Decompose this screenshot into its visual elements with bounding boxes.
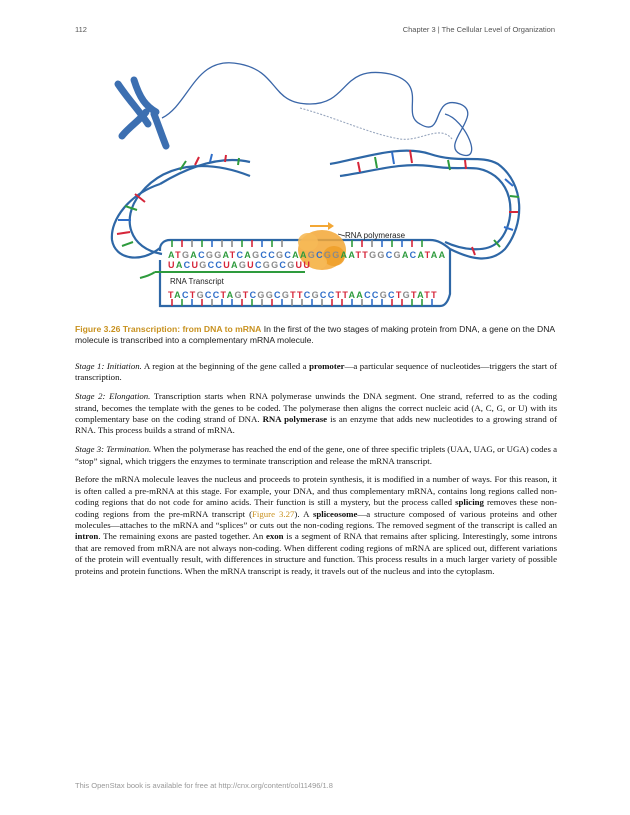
nucleotide: A xyxy=(174,290,182,300)
nucleotide: G xyxy=(402,290,411,300)
mrna-sequence xyxy=(168,260,311,270)
nucleotide: G xyxy=(252,250,261,260)
nucleotide: A xyxy=(430,250,439,260)
rna-transcript-label: RNA Transcript xyxy=(170,277,224,286)
term-rna-polymerase: RNA polymerase xyxy=(262,414,328,425)
rna-polymerase-label: RNA polymerase xyxy=(345,231,406,240)
nucleotide: T xyxy=(362,250,370,260)
text-run: Transcription starts when RNA polymerase unwinds the DNA segment. One strand, referred to as the coding strand, becomes the template with the genes to be coded. The polymerase then aligns the correct nucleic acid (A, C, G, or U) with its complementary base on the coding strand of DNA. xyxy=(75,391,557,425)
text-run: Before the mRNA molecule leaves the nucleus and proceeds to protein synthesis, it is modified in a number of ways. For this reason, it is often called a pre-mRNA at this stage. For example, your DNA, and thus complementary mRNA, contains long regions called non-coding regions that do not code for amino acids. Their function is still a mystery, but the process called xyxy=(75,474,557,508)
nucleotide: T xyxy=(189,290,197,300)
nucleotide: G xyxy=(196,290,205,300)
stage-label: Stage 1: Initiation. xyxy=(75,361,142,371)
nucleotide: T xyxy=(431,290,438,300)
nucleotide: C xyxy=(212,290,221,300)
nucleotide: T xyxy=(335,290,343,300)
nucleotide: A xyxy=(222,250,230,260)
nucleotide: C xyxy=(204,290,213,300)
coding-strand-sequence xyxy=(168,250,446,260)
nucleotide: T xyxy=(424,290,432,300)
dna-helix-right xyxy=(330,150,519,258)
dna-helix-left xyxy=(112,154,253,260)
nucleotide: C xyxy=(316,250,324,260)
chromosome xyxy=(118,80,166,146)
nucleotide: U xyxy=(223,260,231,270)
text-run: is an enzyme that adds new nucleotides to a growing strand of RNA. This process builds a strand of mRNA. xyxy=(75,414,558,436)
nucleotide: T xyxy=(355,250,363,260)
nucleotide: G xyxy=(257,290,266,300)
nucleotide: A xyxy=(231,260,239,270)
nucleotide: U xyxy=(247,260,255,270)
chapter-header: Chapter 3 | The Cellular Level of Organization xyxy=(402,25,555,34)
nucleotide: A xyxy=(348,250,356,260)
text-run: is a segment of RNA that remains after splicing. Interestingly, some introns that are removed from mRNA are not always non-coding. When different coding regions of mRNA are spliced out, different variations of the protein will eventually result, with differences in structure and function. This process results in a much larger variety of possible proteins and protein functions. When the mRNA transcript is ready, it travels out of the nucleus and into the cytoplasm. xyxy=(75,531,557,576)
nucleotide: U xyxy=(303,260,312,270)
nucleotide: A xyxy=(401,250,410,260)
template-strand-sequence xyxy=(168,290,438,300)
stage-label: Stage 3: Termination. xyxy=(75,444,152,455)
nucleotide: T xyxy=(175,250,182,260)
nucleotide: G xyxy=(181,250,191,260)
nucleotide: A xyxy=(417,290,425,300)
text-run: When the polymerase has reached the end of the gene, one of three specific triplets (UAA, UAG, or UGA) codes a “stop” signal, which triggers the enzymes to terminate transcription and release the mRNA transcript. xyxy=(75,444,557,466)
nucleotide: G xyxy=(205,250,215,260)
stage-elongation xyxy=(75,391,557,437)
nucleotide: T xyxy=(290,290,297,300)
nucleotide: U xyxy=(168,260,176,270)
nucleotide: G xyxy=(199,260,208,270)
figure-caption xyxy=(75,324,557,346)
nucleotide: T xyxy=(168,290,175,300)
nucleotide: G xyxy=(214,250,223,260)
nucleotide: C xyxy=(268,250,277,260)
stage-initiation xyxy=(75,361,557,384)
nucleotide: C xyxy=(279,260,288,270)
nucleotide: C xyxy=(319,290,328,300)
text-run: ). A xyxy=(294,508,309,519)
nucleotide: C xyxy=(236,250,245,260)
nucleotide: C xyxy=(254,260,263,270)
nucleotide: C xyxy=(249,290,258,300)
nucleotide: U xyxy=(191,260,200,270)
nucleotide: G xyxy=(234,290,243,300)
nucleotide: G xyxy=(271,260,280,270)
text-run: —a particular sequence of nucleotides—triggers the start of transcription. xyxy=(75,361,557,383)
nucleotide: G xyxy=(332,250,341,260)
transcription-illustration xyxy=(100,44,530,309)
text-run: . The remaining exons are pasted together. An xyxy=(98,531,264,542)
nucleotide: C xyxy=(371,290,380,300)
nucleotide: G xyxy=(377,250,386,260)
nucleotide: G xyxy=(276,250,285,260)
nucleotide: C xyxy=(181,290,190,300)
nucleotide: T xyxy=(242,290,250,300)
page-footer: This OpenStax book is available for free at http://cnx.org/content/col11496/1.8 xyxy=(75,781,333,790)
nucleotide: C xyxy=(409,250,418,260)
nucleotide: G xyxy=(238,260,248,270)
nucleotide: C xyxy=(327,290,336,300)
nucleotide: G xyxy=(265,290,275,300)
nucleotide: G xyxy=(369,250,378,260)
nucleotide: G xyxy=(262,260,272,270)
nucleotide: A xyxy=(299,250,308,260)
nucleotide: C xyxy=(260,250,269,260)
nucleotide: T xyxy=(296,290,304,300)
splicing-paragraph xyxy=(75,474,557,577)
nucleotide: T xyxy=(220,290,227,300)
nucleotide: G xyxy=(393,250,402,260)
nucleotide: C xyxy=(385,250,394,260)
nucleotide: A xyxy=(244,250,253,260)
nucleotide: A xyxy=(438,250,447,260)
caption-text: In the first of the two stages of making protein from DNA, a gene on the DNA molecule is transcribed into a complementary mRNA molecule. xyxy=(75,324,555,346)
nucleotide: G xyxy=(307,250,317,260)
nucleotide: A xyxy=(190,250,199,260)
nucleotide: A xyxy=(340,250,349,260)
nucleotide: C xyxy=(198,250,206,260)
nucleotide: T xyxy=(424,250,431,260)
nucleotide: T xyxy=(410,290,418,300)
text-run: —a structure composed of various proteins and other molecules—attaches to the mRNA and “splices” or cuts out the non-coding regions. The removed segment of the transcript is called an xyxy=(75,508,558,531)
nucleotide: G xyxy=(281,290,291,300)
term-spliceosome: spliceosome xyxy=(312,508,358,519)
body-text xyxy=(75,361,557,584)
nucleotide: C xyxy=(215,260,224,270)
stage-termination xyxy=(75,444,557,467)
nucleotide: T xyxy=(342,290,349,300)
nucleotide: A xyxy=(175,260,184,270)
nucleotide: G xyxy=(323,250,333,260)
nucleotide: A xyxy=(417,250,425,260)
nucleotide: A xyxy=(356,290,365,300)
nucleotide: C xyxy=(284,250,293,260)
term-splicing: splicing xyxy=(455,497,484,508)
nucleotide: A xyxy=(168,250,176,260)
text-run: removes these non-coding regions from the pre-mRNA transcript ( xyxy=(75,497,558,519)
nucleotide: C xyxy=(183,260,192,270)
transcription-figure xyxy=(100,44,530,309)
nucleotide: C xyxy=(207,260,216,270)
nucleotide: T xyxy=(395,290,403,300)
text-run: A region at the beginning of the gene called a xyxy=(143,361,307,371)
stage-label: Stage 2: Elongation. xyxy=(75,391,151,402)
term-promoter: promoter xyxy=(309,361,345,371)
nucleotide: G xyxy=(287,260,296,270)
figure-link[interactable]: Figure 3.27 xyxy=(252,508,295,519)
caption-title: Figure 3.26 Transcription: from DNA to mRNA xyxy=(75,324,262,334)
chromatin-strand xyxy=(162,63,472,156)
page-number: 112 xyxy=(75,25,87,34)
nucleotide: A xyxy=(226,290,235,300)
nucleotide: C xyxy=(364,290,372,300)
term-exon: exon xyxy=(265,531,284,542)
term-intron: intron xyxy=(75,531,99,542)
nucleotide: G xyxy=(379,290,389,300)
nucleotide: C xyxy=(303,290,312,300)
nucleotide: C xyxy=(274,290,282,300)
nucleotide: U xyxy=(295,260,304,270)
nucleotide: T xyxy=(229,250,237,260)
nucleotide: G xyxy=(311,290,320,300)
nucleotide: A xyxy=(292,250,300,260)
nucleotide: C xyxy=(388,290,396,300)
nucleotide: A xyxy=(348,290,357,300)
